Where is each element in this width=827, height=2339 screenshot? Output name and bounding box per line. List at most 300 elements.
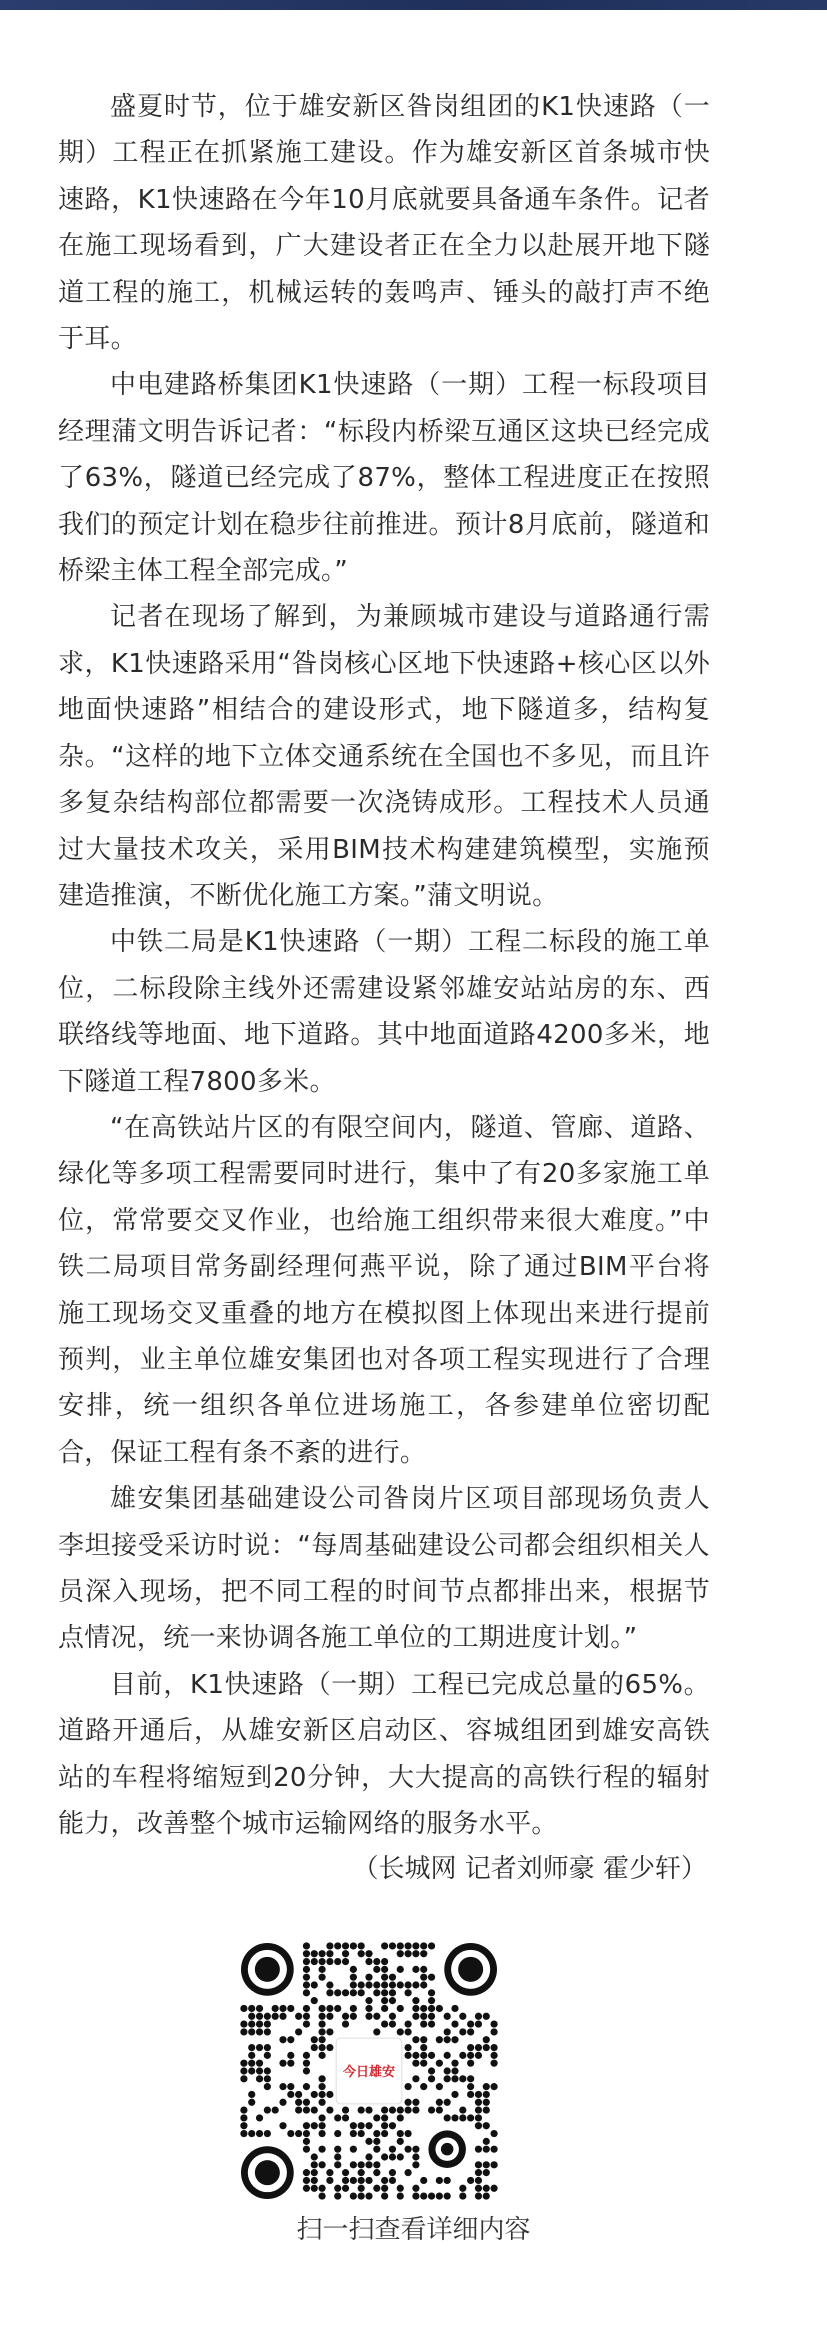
qr-finder-center xyxy=(255,1957,280,1982)
qr-module xyxy=(318,2114,325,2121)
qr-module xyxy=(412,1981,419,1988)
qr-module xyxy=(404,2106,411,2113)
qr-module xyxy=(373,1989,380,1996)
qr-module xyxy=(436,2036,443,2043)
qr-module xyxy=(248,2130,255,2137)
qr-finder-center xyxy=(255,2160,280,2185)
qr-module xyxy=(365,2177,372,2184)
qr-module xyxy=(428,2067,435,2074)
article-paragraph: 目前，K1快速路（一期）工程已完成总量的65%。道路开通后，从雄安新区启动区、容城组团到雄安高铁站的车程将缩短到20分钟，大大提高的高铁行程的辐射能力，改善整个城市运输网络的服务水平。 xyxy=(58,1669,710,1840)
qr-module xyxy=(264,2052,271,2059)
qr-module xyxy=(272,2005,279,2012)
qr-module xyxy=(342,2114,349,2121)
qr-module xyxy=(303,1981,310,1988)
qr-module xyxy=(389,1942,396,1949)
qr-module xyxy=(318,1958,325,1965)
qr-module xyxy=(350,2161,357,2168)
qr-module xyxy=(483,2169,490,2176)
qr-module xyxy=(358,2161,365,2168)
qr-module xyxy=(381,2005,388,2012)
qr-module xyxy=(467,2177,474,2184)
qr-module xyxy=(303,2130,310,2137)
qr-module xyxy=(334,1958,341,1965)
qr-module xyxy=(287,2091,294,2098)
qr-module xyxy=(475,2185,482,2192)
qr-module xyxy=(467,2028,474,2035)
qr-module xyxy=(240,2075,247,2082)
qr-module xyxy=(358,2177,365,2184)
qr-module xyxy=(436,2083,443,2090)
qr-module xyxy=(318,2052,325,2059)
qr-module xyxy=(326,1981,333,1988)
qr-module xyxy=(318,1950,325,1957)
qr-module xyxy=(342,1942,349,1949)
qr-module xyxy=(279,2099,286,2106)
qr-module xyxy=(373,2185,380,2192)
qr-module xyxy=(475,2177,482,2184)
qr-module xyxy=(326,2005,333,2012)
qr-module xyxy=(397,1950,404,1957)
qr-module xyxy=(303,2185,310,2192)
qr-module xyxy=(389,2020,396,2027)
qr-module xyxy=(467,2060,474,2067)
qr-module xyxy=(404,2146,411,2153)
qr-module xyxy=(240,2060,247,2067)
qr-module xyxy=(248,2099,255,2106)
article-paragraph: 中铁二局是K1快速路（一期）工程二标段的施工单位，二标段除主线外还需建设紧邻雄安站站房的东、西联络线等地面、地下道路。其中地面道路4200多米，地下隧道工程7800多米。 xyxy=(58,927,710,1097)
qr-module xyxy=(334,1942,341,1949)
qr-module xyxy=(256,2005,263,2012)
qr-finder-center xyxy=(458,1957,483,1982)
qr-module xyxy=(264,2020,271,2027)
qr-module xyxy=(397,2114,404,2121)
qr-module xyxy=(436,2005,443,2012)
qr-module xyxy=(451,2114,458,2121)
qr-module xyxy=(412,1950,419,1957)
qr-module xyxy=(373,2138,380,2145)
qr-module xyxy=(467,2020,474,2027)
qr-module xyxy=(350,1974,357,1981)
qr-module xyxy=(428,1989,435,1996)
qr-module xyxy=(365,2138,372,2145)
qr-module xyxy=(412,2153,419,2160)
article-paragraph: 中电建路桥集团K1快速路（一期）工程一标段项目经理蒲文明告诉记者：“标段内桥梁互通区这块已经完成了63%，隧道已经完成了87%，整体工程进度正在按照我们的预定计划在稳步往前推进。预计8月底前，隧道和桥梁主体工程全部完成。” xyxy=(58,370,710,587)
qr-module xyxy=(459,2013,466,2020)
qr-module xyxy=(404,2052,411,2059)
qr-module xyxy=(365,1950,372,1957)
qr-module xyxy=(420,2052,427,2059)
qr-module xyxy=(318,2192,325,2199)
qr-caption: 扫一扫查看详细内容 xyxy=(296,2215,531,2245)
qr-module xyxy=(248,2060,255,2067)
qr-module xyxy=(490,2146,497,2153)
qr-module xyxy=(381,1966,388,1973)
qr-module xyxy=(490,2020,497,2027)
qr-module xyxy=(358,2192,365,2199)
qr-module xyxy=(256,2130,263,2137)
qr-module xyxy=(389,2169,396,2176)
qr-module xyxy=(311,2161,318,2168)
article-body xyxy=(58,84,710,1847)
qr-module xyxy=(303,2169,310,2176)
qr-module xyxy=(373,2013,380,2020)
qr-module xyxy=(256,2067,263,2074)
qr-module xyxy=(240,2005,247,2012)
header-bar xyxy=(0,0,827,10)
qr-module xyxy=(490,2185,497,2192)
qr-module xyxy=(342,2185,349,2192)
qr-code-graphic xyxy=(240,1942,498,2200)
qr-module xyxy=(318,1974,325,1981)
qr-module xyxy=(365,2153,372,2160)
qr-module xyxy=(483,2146,490,2153)
qr-module xyxy=(436,2177,443,2184)
qr-module xyxy=(248,2005,255,2012)
qr-module xyxy=(420,2005,427,2012)
qr-module xyxy=(303,2083,310,2090)
qr-module xyxy=(334,2161,341,2168)
qr-module xyxy=(381,2114,388,2121)
qr-module xyxy=(295,2013,302,2020)
qr-module xyxy=(404,1942,411,1949)
qr-module xyxy=(342,2106,349,2113)
qr-module xyxy=(365,2106,372,2113)
qr-module xyxy=(334,2153,341,2160)
qr-module xyxy=(342,2020,349,2027)
qr-module xyxy=(303,2099,310,2106)
qr-module xyxy=(459,2052,466,2059)
qr-module xyxy=(264,2044,271,2051)
qr-module xyxy=(318,1966,325,1973)
qr-module xyxy=(342,2169,349,2176)
qr-module xyxy=(334,2114,341,2121)
qr-module xyxy=(428,2106,435,2113)
qr-module xyxy=(412,1997,419,2004)
qr-module xyxy=(287,2005,294,2012)
qr-module xyxy=(467,2044,474,2051)
qr-module xyxy=(303,2146,310,2153)
qr-module xyxy=(311,2044,318,2051)
qr-module xyxy=(428,2020,435,2027)
qr-module xyxy=(475,2020,482,2027)
article-byline: （长城网 记者刘师豪 霍少轩） xyxy=(352,1854,707,1884)
qr-module xyxy=(397,2153,404,2160)
qr-module xyxy=(240,2122,247,2129)
qr-module xyxy=(303,1942,310,1949)
qr-module xyxy=(350,1942,357,1949)
qr-module xyxy=(272,2013,279,2020)
qr-module xyxy=(397,1981,404,1988)
qr-module xyxy=(467,2052,474,2059)
qr-module xyxy=(318,2161,325,2168)
qr-module xyxy=(358,1989,365,1996)
qr-module xyxy=(342,1958,349,1965)
qr-module xyxy=(256,2075,263,2082)
qr-module xyxy=(475,2044,482,2051)
qr-module xyxy=(240,2067,247,2074)
qr-module xyxy=(381,2020,388,2027)
qr-module xyxy=(303,2020,310,2027)
qr-module xyxy=(428,2013,435,2020)
qr-module xyxy=(475,2091,482,2098)
qr-module xyxy=(318,2130,325,2137)
qr-module xyxy=(311,2036,318,2043)
qr-module xyxy=(373,2161,380,2168)
qr-module xyxy=(311,2091,318,2098)
qr-module xyxy=(483,2106,490,2113)
qr-module xyxy=(256,2013,263,2020)
qr-module xyxy=(256,2114,263,2121)
qr-module xyxy=(326,2013,333,2020)
qr-module xyxy=(240,2028,247,2035)
qr-module xyxy=(404,2130,411,2137)
qr-module xyxy=(381,2177,388,2184)
qr-module xyxy=(350,2013,357,2020)
qr-module xyxy=(295,2106,302,2113)
qr-module xyxy=(350,1981,357,1988)
article-paragraph: 雄安集团基础建设公司昝岗片区项目部现场负责人李坦接受采访时说：“每周基础建设公司都会组织相关人员深入现场，把不同工程的时间节点都排出来，根据节点情况，统一来协调各施工单位的工期进度计划。” xyxy=(58,1484,710,1654)
qr-module xyxy=(311,1958,318,1965)
article-paragraph: 盛夏时节，位于雄安新区昝岗组团的K1快速路（一期）工程正在抓紧施工建设。作为雄安新区首条城市快速路，K1快速路在今年10月底就要具备通车条件。记者在施工现场看到，广大建设者正在全力以赴展开地下隧道工程的施工，机械运转的轰鸣声、锤头的敲打声不绝于耳。 xyxy=(58,92,710,355)
qr-module xyxy=(381,1981,388,1988)
qr-module xyxy=(483,2161,490,2168)
qr-module xyxy=(318,2013,325,2020)
qr-module xyxy=(311,1981,318,1988)
qr-module xyxy=(397,1942,404,1949)
qr-module xyxy=(334,2130,341,2137)
qr-module xyxy=(412,2185,419,2192)
qr-module xyxy=(451,2020,458,2027)
qr-module xyxy=(318,2020,325,2027)
qr-module xyxy=(248,2013,255,2020)
qr-module xyxy=(326,1958,333,1965)
qr-module xyxy=(444,2114,451,2121)
qr-module xyxy=(365,1997,372,2004)
qr-module xyxy=(248,2044,255,2051)
qr-module xyxy=(420,2083,427,2090)
qr-module xyxy=(287,2052,294,2059)
qr-module xyxy=(287,2036,294,2043)
qr-module xyxy=(264,2106,271,2113)
qr-module xyxy=(389,1989,396,1996)
qr-module xyxy=(350,2130,357,2137)
qr-module xyxy=(287,2060,294,2067)
qr-module xyxy=(412,2161,419,2168)
qr-module xyxy=(318,2028,325,2035)
qr-module xyxy=(475,2099,482,2106)
qr-module xyxy=(326,1942,333,1949)
qr-module xyxy=(428,2005,435,2012)
qr-module xyxy=(248,2052,255,2059)
qr-module xyxy=(428,1974,435,1981)
qr-module xyxy=(326,2177,333,2184)
qr-module xyxy=(318,2122,325,2129)
qr-module xyxy=(264,2013,271,2020)
qr-module xyxy=(311,2122,318,2129)
qr-module xyxy=(311,2106,318,2113)
qr-module xyxy=(490,2052,497,2059)
qr-module xyxy=(483,2138,490,2145)
qr-module xyxy=(412,2005,419,2012)
qr-module xyxy=(256,2060,263,2067)
qr-module xyxy=(358,2185,365,2192)
qr-module xyxy=(373,1958,380,1965)
qr-module xyxy=(342,2013,349,2020)
qr-module xyxy=(248,2067,255,2074)
qr-module xyxy=(358,1942,365,1949)
qr-module xyxy=(397,1966,404,1973)
qr-module xyxy=(318,2091,325,2098)
qr-module xyxy=(334,2192,341,2199)
qr-module xyxy=(436,2106,443,2113)
qr-module xyxy=(248,2091,255,2098)
qr-module xyxy=(381,1958,388,1965)
qr-module xyxy=(420,2060,427,2067)
qr-module xyxy=(303,1989,310,1996)
qr-module xyxy=(412,2106,419,2113)
qr-module xyxy=(381,1989,388,1996)
qr-module xyxy=(459,2114,466,2121)
qr-module xyxy=(483,2122,490,2129)
qr-module xyxy=(420,2192,427,2199)
qr-module xyxy=(404,2028,411,2035)
qr-module xyxy=(358,2169,365,2176)
qr-module xyxy=(303,1966,310,1973)
qr-module xyxy=(295,2130,302,2137)
qr-module xyxy=(326,2169,333,2176)
qr-module xyxy=(459,2028,466,2035)
qr-module xyxy=(303,2013,310,2020)
qr-module xyxy=(389,2177,396,2184)
qr-module xyxy=(350,1989,357,1996)
qr-module xyxy=(475,2114,482,2121)
qr-module xyxy=(358,2122,365,2129)
qr-module xyxy=(318,2146,325,2153)
qr-module xyxy=(318,2083,325,2090)
qr-module xyxy=(444,2099,451,2106)
qr-module xyxy=(365,2013,372,2020)
qr-module xyxy=(420,1966,427,1973)
qr-module xyxy=(381,2130,388,2137)
qr-module xyxy=(365,1958,372,1965)
qr-module xyxy=(318,2044,325,2051)
qr-module xyxy=(326,1989,333,1996)
qr-module xyxy=(389,2146,396,2153)
qr-module xyxy=(279,2036,286,2043)
qr-module xyxy=(475,2146,482,2153)
qr-module xyxy=(365,2192,372,2199)
qr-module xyxy=(483,2044,490,2051)
qr-module xyxy=(342,1989,349,1996)
qr-module xyxy=(397,2192,404,2199)
qr-module xyxy=(420,2177,427,2184)
article-paragraph: 记者在现场了解到，为兼顾城市建设与道路通行需求，K1快速路采用“昝岗核心区地下快速路+核心区以外地面快速路”相结合的建设形式，地下隧道多，结构复杂。“这样的地下立体交通系统在全国也不多见，而且许多复杂结构部位都需要一次浇铸成形。工程技术人员通过大量技术攻关，采用BIM技术构建建筑模型，实施预建造推演，不断优化施工方案。”蒲文明说。 xyxy=(58,602,710,911)
qr-module xyxy=(444,2192,451,2199)
qr-module xyxy=(389,2013,396,2020)
qr-module xyxy=(459,2192,466,2199)
qr-module xyxy=(256,2044,263,2051)
qr-module xyxy=(475,2192,482,2199)
qr-module xyxy=(318,2005,325,2012)
article-paragraph: “在高铁站片区的有限空间内，隧道、管廊、道路、绿化等多项工程需要同时进行，集中了有20多家施工单位，常常要交叉作业，也给施工组织带来很大难度。”中铁二局项目常务副经理何燕平说，除了通过BIM平台将施工现场交叉重叠的地方在模拟图上体现出来进行提前预判，业主单位雄安集团也对各项工程实现进行了合理安排，统一组织各单位进场施工，各参建单位密切配合，保证工程有条不紊的进行。 xyxy=(58,1112,710,1468)
qr-module xyxy=(475,2161,482,2168)
qr-module xyxy=(342,1950,349,1957)
qr-module xyxy=(381,2153,388,2160)
qr-module xyxy=(311,2185,318,2192)
qr-module xyxy=(279,2005,286,2012)
qr-module xyxy=(412,2060,419,2067)
qr-module xyxy=(303,1950,310,1957)
qr-module xyxy=(373,2146,380,2153)
qr-module xyxy=(389,1981,396,1988)
qr-module xyxy=(483,2185,490,2192)
qr-module xyxy=(389,2122,396,2129)
qr-module xyxy=(272,2106,279,2113)
qr-module xyxy=(287,2130,294,2137)
qr-code[interactable] xyxy=(240,1942,498,2200)
qr-module xyxy=(420,1942,427,1949)
qr-module xyxy=(444,2177,451,2184)
qr-module xyxy=(311,2177,318,2184)
qr-module xyxy=(311,2153,318,2160)
qr-module xyxy=(248,2020,255,2027)
qr-module xyxy=(475,2169,482,2176)
qr-module xyxy=(303,2138,310,2145)
qr-module xyxy=(404,2083,411,2090)
qr-module xyxy=(358,2106,365,2113)
qr-module xyxy=(358,2130,365,2137)
qr-module xyxy=(412,1966,419,1973)
qr-module xyxy=(475,2122,482,2129)
qr-module xyxy=(412,2052,419,2059)
qr-module xyxy=(420,1974,427,1981)
qr-module xyxy=(490,2130,497,2137)
qr-module xyxy=(303,2122,310,2129)
qr-module xyxy=(311,1950,318,1957)
qr-module xyxy=(397,2130,404,2137)
qr-module xyxy=(397,2005,404,2012)
qr-module xyxy=(342,2177,349,2184)
qr-module xyxy=(490,2083,497,2090)
qr-module xyxy=(365,2005,372,2012)
qr-module xyxy=(389,1997,396,2004)
qr-module xyxy=(444,2075,451,2082)
qr-module xyxy=(303,2067,310,2074)
qr-module xyxy=(279,2122,286,2129)
qr-module xyxy=(428,1997,435,2004)
qr-module xyxy=(404,1950,411,1957)
qr-module xyxy=(389,2153,396,2160)
qr-module xyxy=(428,2052,435,2059)
qr-module xyxy=(451,2075,458,2082)
qr-module xyxy=(412,2075,419,2082)
qr-module xyxy=(264,2028,271,2035)
qr-module xyxy=(467,2114,474,2121)
qr-module xyxy=(397,2106,404,2113)
qr-module xyxy=(404,2169,411,2176)
qr-module xyxy=(350,2177,357,2184)
qr-module xyxy=(365,2161,372,2168)
qr-module xyxy=(490,2044,497,2051)
qr-module xyxy=(412,2192,419,2199)
qr-module xyxy=(412,2013,419,2020)
qr-module xyxy=(350,2122,357,2129)
qr-module xyxy=(381,2122,388,2129)
qr-module xyxy=(397,2028,404,2035)
qr-module xyxy=(256,2020,263,2027)
qr-module xyxy=(358,1981,365,1988)
qr-module xyxy=(318,2036,325,2043)
